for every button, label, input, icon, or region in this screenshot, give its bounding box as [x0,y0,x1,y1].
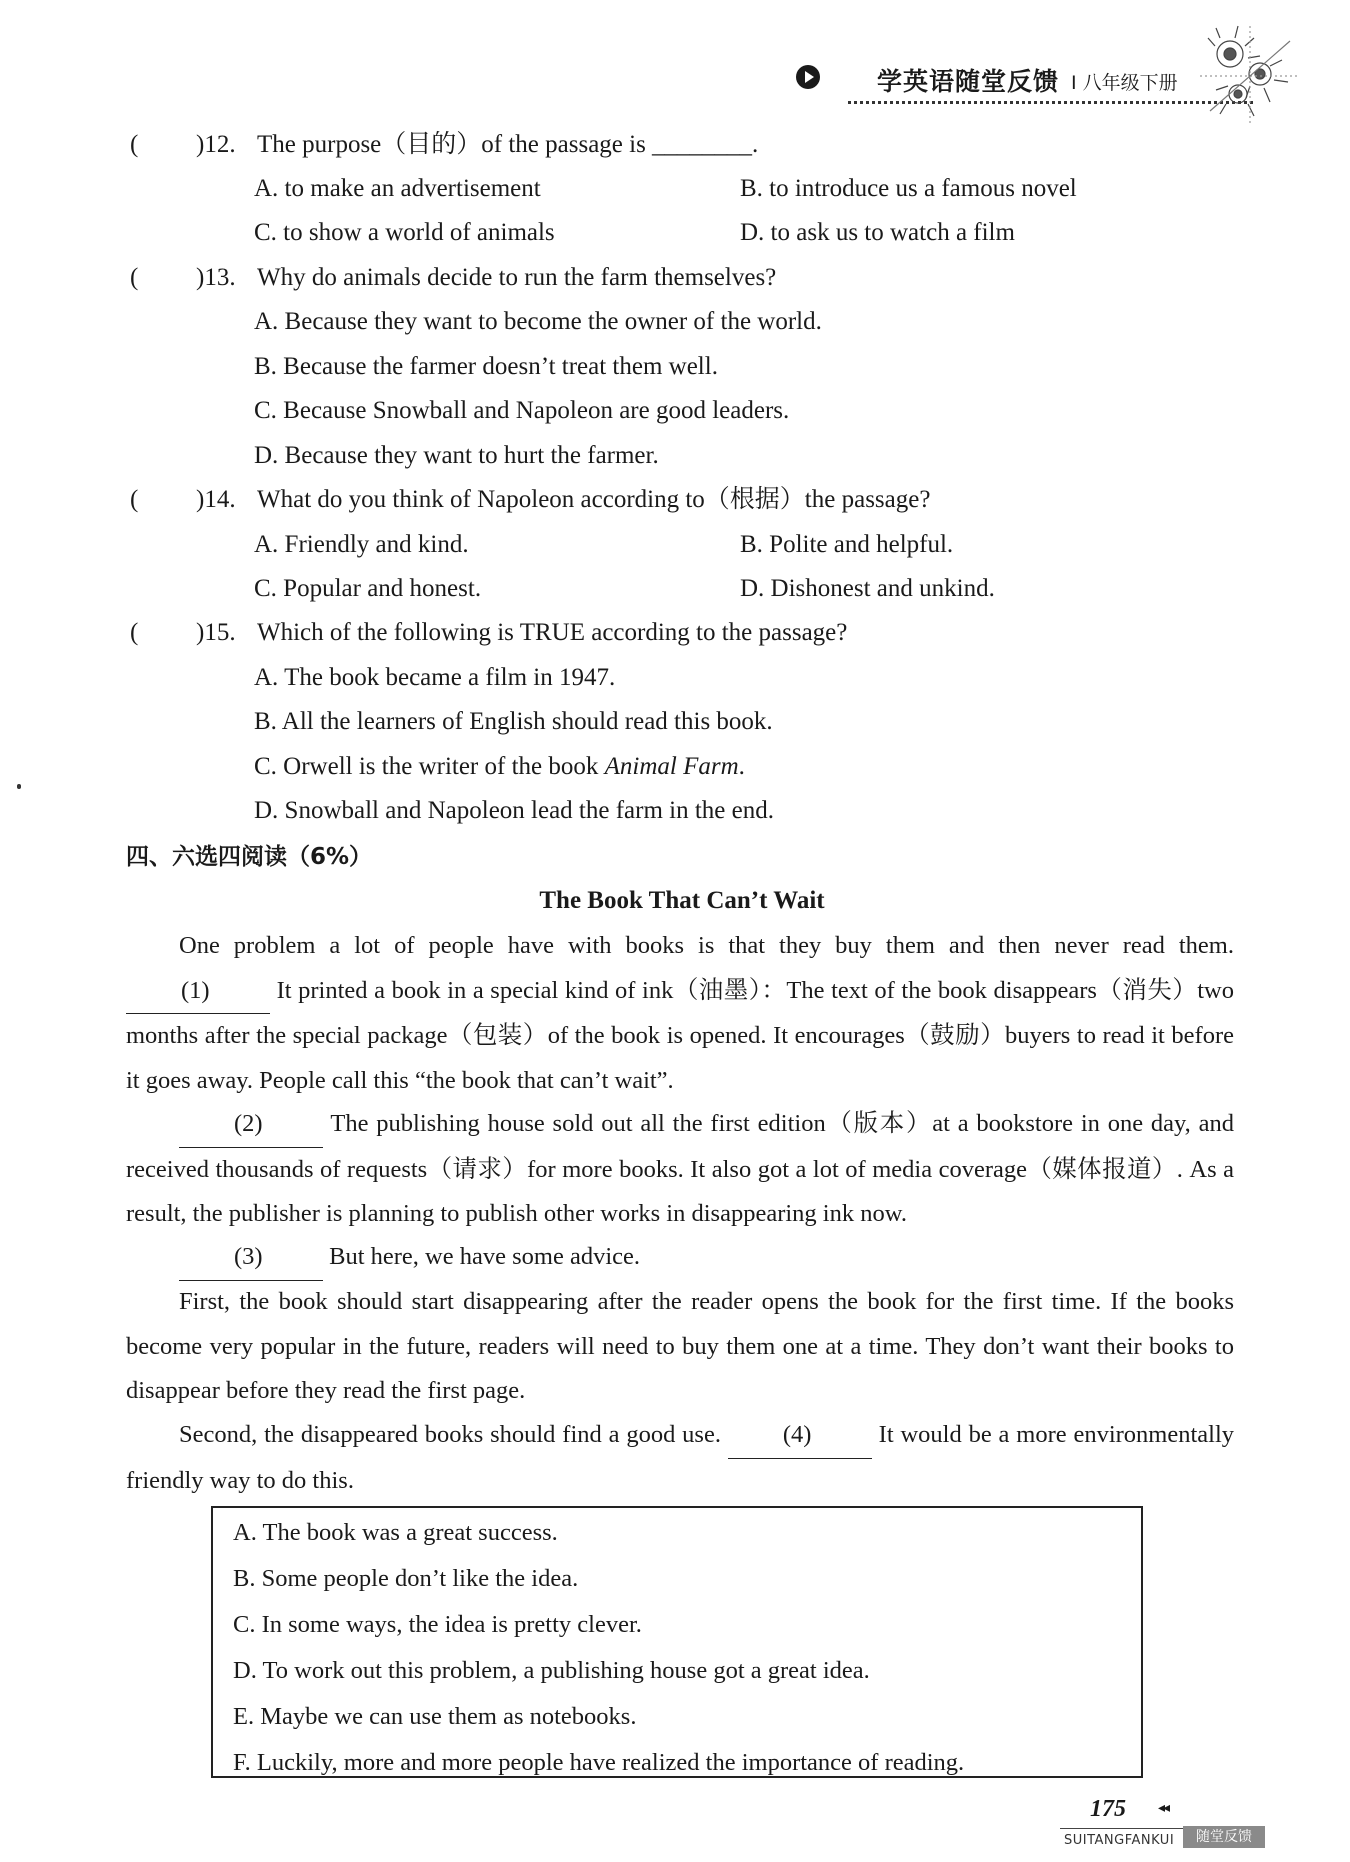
footer-series-label: SUITANGFANKUI [1064,1833,1175,1848]
answer-paren: ( [130,486,139,513]
blank-1[interactable]: (1) [126,969,270,1015]
play-icon [795,64,821,90]
paragraph-3-text: But here, we have some advice. [329,1243,641,1270]
footer-divider [1060,1828,1185,1829]
arrow-icon: ◂◂ [1158,1800,1169,1816]
option-c [254,752,745,782]
option-a: A. Because they want to become the owner of the world. [254,308,822,335]
box-option-e: E. Maybe we can use them as notebooks. [233,1703,637,1730]
header-title: 学英语随堂反馈 [877,67,1060,96]
option-b: B. to introduce us a famous novel [740,175,1077,202]
blank-3[interactable]: (3) [179,1235,323,1281]
blank-4[interactable]: (4) [728,1413,872,1459]
paragraph-2-text: The publishing house sold out all the first edition（版本）at a bookstore in one day, and received thousands of requests（请求）for more books. It also got a lot of media coverage（媒体报道）. As a result, the publisher is planning to publish other works in disappearing ink now. [126,1110,1234,1227]
option-c: C. Because Snowball and Napoleon are good leaders. [254,397,790,424]
option-d: D. Dishonest and unkind. [740,575,995,602]
paragraph-2 [126,1102,1234,1237]
paragraph-5 [126,1413,1234,1503]
header [795,58,1215,98]
question-stem: What do you think of Napoleon according to（根据）the passage? [257,486,931,513]
option-c: C. to show a world of animals [254,219,555,246]
question-number: )14. [196,486,236,513]
passage-title: The Book That Can’t Wait [539,887,825,914]
box-option-d: D. To work out this problem, a publishing house got a great idea. [233,1657,870,1684]
option-d: D. Snowball and Napoleon lead the farm in the end. [254,797,774,824]
option-a: A. to make an advertisement [254,175,541,202]
box-option-a: A. The book was a great success. [233,1519,558,1546]
book-title: Animal Farm [604,753,739,780]
option-a: A. Friendly and kind. [254,531,469,558]
question-number: )15. [196,619,236,646]
answer-paren: ( [130,619,139,646]
paragraph-3 [126,1235,1234,1281]
question-stem: Why do animals decide to run the farm themselves? [257,264,777,291]
option-c: C. Popular and honest. [254,575,482,602]
section-title: 四、六选四阅读（6%） [126,844,373,870]
flower-decoration-icon [1190,16,1310,136]
option-d: D. Because they want to hurt the farmer. [254,442,659,469]
box-option-c: C. In some ways, the idea is pretty clever. [233,1611,642,1638]
question-stem: Which of the following is TRUE according to the passage? [257,619,848,646]
footer-badge: 随堂反馈 [1183,1826,1265,1848]
paragraph-5-continuation: It would be a more environmentally friendly way to do this. [126,1421,1235,1494]
option-b: B. All the learners of English should read this book. [254,708,773,735]
margin-mark [17,784,21,789]
option-box [211,1506,1143,1778]
option-a: A. The book became a film in 1947. [254,664,616,691]
answer-paren: ( [130,131,139,158]
paragraph-4: First, the book should start disappearing after the reader opens the book for the first time. If the books become very popular in the future, readers will need to buy them one at a time. They don’t want their books to disappear before they read the first page. [126,1288,1234,1404]
paragraph-1 [126,924,1234,1103]
paragraph-1-text: One problem a lot of people have with books is that they buy them and then never read them. [179,932,1234,959]
box-option-b: B. Some people don’t like the idea. [233,1565,579,1592]
page-number: 175 [1090,1796,1126,1822]
question-number: )12. [196,131,236,158]
question-number: )13. [196,264,236,291]
option-d: D. to ask us to watch a film [740,219,1015,246]
question-stem: The purpose（目的）of the passage is ________. [257,131,759,158]
option-b: B. Because the farmer doesn’t treat them well. [254,353,718,380]
box-option-f: F. Luckily, more and more people have realized the importance of reading. [233,1749,965,1776]
header-subtitle: I 八年级下册 [1071,72,1178,94]
answer-paren: ( [130,264,139,291]
blank-2[interactable]: (2) [179,1102,323,1148]
option-b: B. Polite and helpful. [740,531,954,558]
paragraph-1-continuation: It printed a book in a special kind of ink（油墨）：The text of the book disappears（消失）two months after the special package（包装）of the book is opened. It encourages（鼓励）buyers to read it before it goes away. People call this “the book that can’t wait”. [126,976,1234,1094]
paragraph-5-text: Second, the disappeared books should find a good use. [179,1421,721,1448]
option-c-text: C. Orwell is the writer of the book [254,753,605,780]
option-c-end: . [738,753,745,780]
